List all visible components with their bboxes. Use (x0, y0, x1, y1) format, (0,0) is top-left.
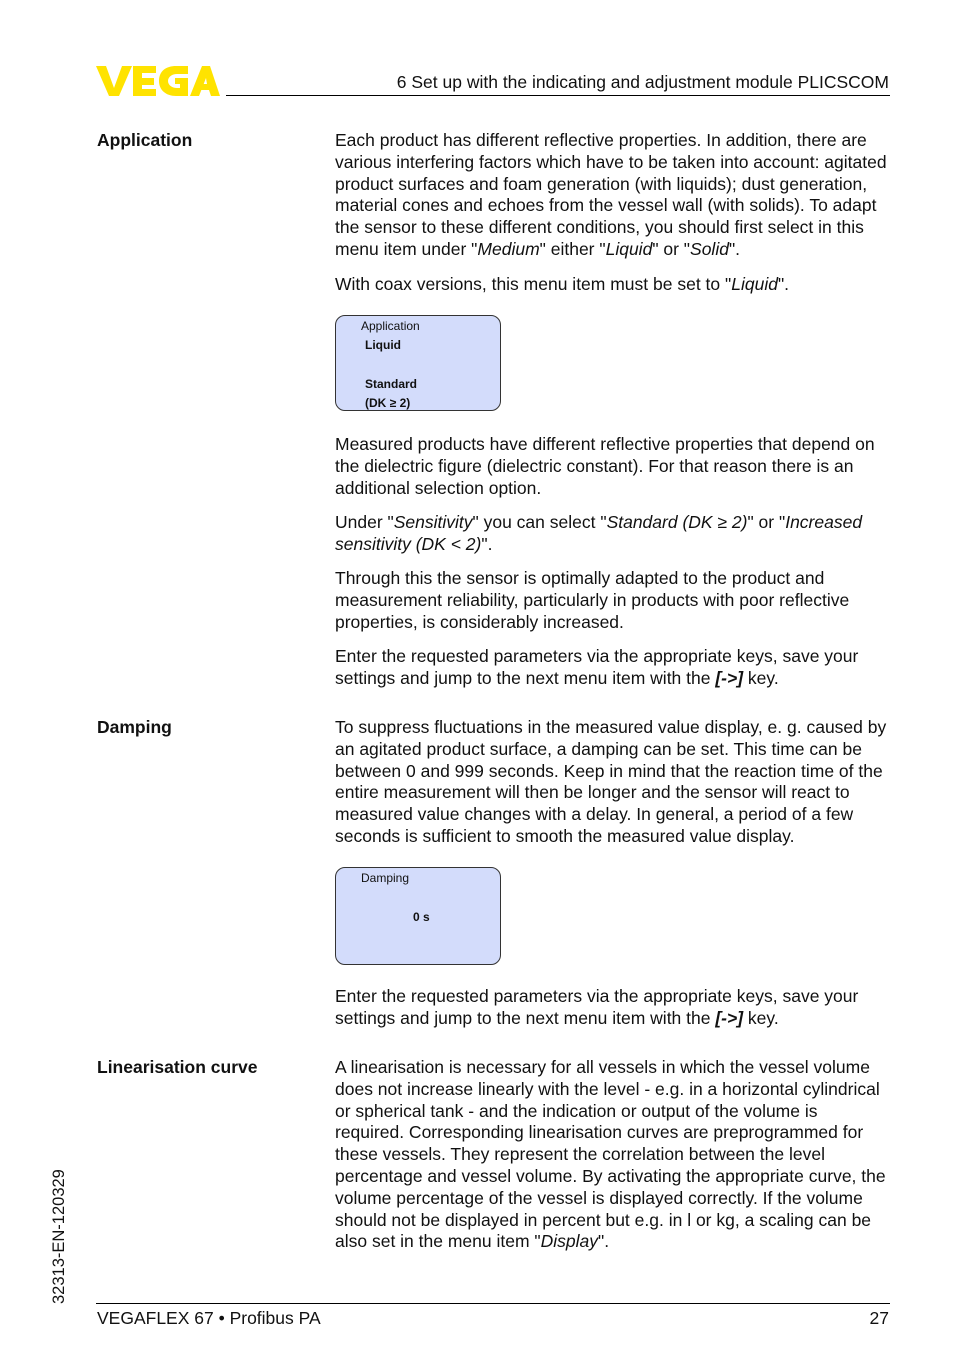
damping-display-screen (335, 867, 501, 965)
display-sensitivity-value: Standard (365, 377, 418, 391)
display-damping-value: 0 s (413, 910, 430, 924)
application-display-screen (335, 315, 501, 411)
application-paragraph-3: Measured products have different reflective properties that depend on the dielectric figure (dielectric constant). For that reason there is an additional selection option. (335, 434, 875, 498)
display-sensitivity-detail: (DK ≥ 2) (365, 396, 411, 410)
application-paragraph-6: Enter the requested parameters via the appropriate keys, save your settings and jump to the next menu item with the [->] key. (335, 646, 859, 688)
application-paragraph-2: With coax versions, this menu item must be set to "Liquid". (335, 274, 790, 294)
footer-rule (96, 1303, 890, 1304)
page-number: 27 (869, 1308, 889, 1328)
linearisation-paragraph-1: A linearisation is necessary for all vessels in which the vessel volume does not increase linearly with the level - e.g. in a horizontal cylindrical or spherical tank - and the indication or output of the volume is required. Corresponding linearisation curves are preprogrammed for these vessels. They represent the correlation between the level percentage and vessel volume. By activating the appropriate curve, the volume percentage of the vessel is displayed correctly. If the volume should not be displayed in percent but e.g. in l or kg, a scaling can be also set in the menu item "Display". (335, 1057, 886, 1252)
display-title: Application (361, 319, 420, 333)
section-title-linearisation: Linearisation curve (97, 1057, 258, 1077)
vega-logo (96, 64, 220, 98)
display-title: Damping (361, 871, 410, 885)
application-paragraph-5: Through this the sensor is optimally adapted to the product and measurement reliability, particularly in products with poor reflective properties, is considerably increased. (335, 568, 850, 632)
chapter-title: 6 Set up with the indicating and adjustment module PLICSCOM (396, 72, 889, 92)
damping-paragraph-2: Enter the requested parameters via the appropriate keys, save your settings and jump to the next menu item with the [->] key. (335, 986, 859, 1028)
section-title-damping: Damping (97, 717, 172, 737)
display-medium-value: Liquid (365, 338, 401, 352)
damping-paragraph-1: To suppress fluctuations in the measured value display, e. g. caused by an agitated product surface, a damping can be set. This time can be between 0 and 999 seconds. Keep in mind that the reaction time of the entire measurement will then be longer and the sensor will react to measured value changes with a delay. In general, a period of a few seconds is sufficient to smooth the measured value display. (335, 717, 887, 846)
application-paragraph-4: Under "Sensitivity" you can select "Standard (DK ≥ 2)" or "Increased sensitivity (DK < 2)". (335, 512, 863, 554)
footer-product: VEGAFLEX 67 • Profibus PA (97, 1308, 321, 1328)
document-id: 32313-EN-120329 (50, 1169, 68, 1304)
header-rule (226, 95, 890, 96)
application-paragraph-1: Each product has different reflective properties. In addition, there are various interfering factors which have to be taken into account: agitated product surfaces and foam generation (with liquids); dust generation, material cones and echoes from the vessel wall (with solids). To adapt the sensor to these different conditions, you should first select in this menu item under "Medium" either "Liquid" or "Solid". (335, 130, 887, 259)
section-title-application: Application (97, 130, 193, 150)
